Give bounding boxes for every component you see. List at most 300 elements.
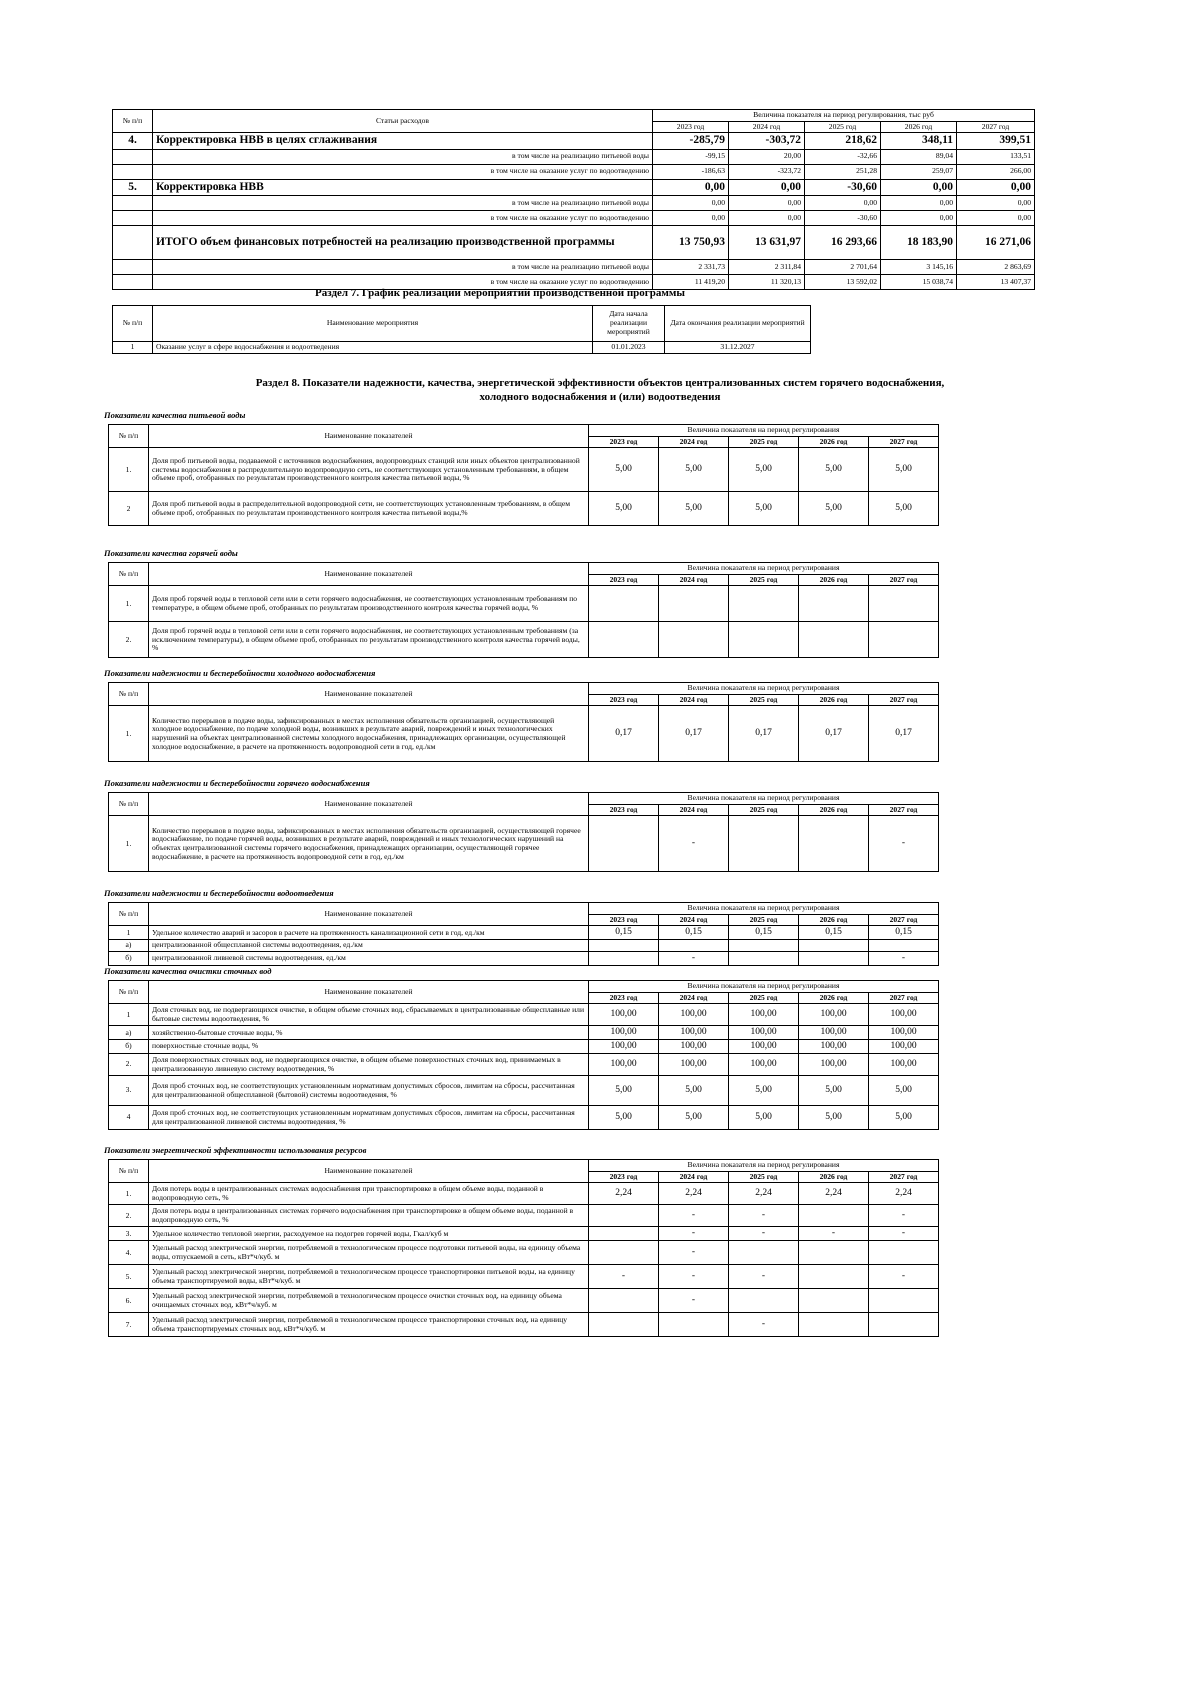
row-value: 18 183,90 [881, 225, 957, 259]
row-value: 100,00 [589, 1004, 659, 1026]
row-value: -99,15 [653, 149, 729, 164]
row-num: 2. [109, 1054, 149, 1076]
row-label: Доля потерь воды в централизованных системах горячего водоснабжения при транспортировке в общем объеме воды, поданной в водопроводную сеть, % [149, 1205, 589, 1227]
row-value: 348,11 [881, 133, 957, 149]
row-num: б) [109, 1040, 149, 1054]
table-row [109, 926, 939, 940]
row-num: а) [109, 1026, 149, 1040]
row-value: 5,00 [729, 1076, 799, 1106]
row-value: 0,15 [589, 926, 659, 940]
year-header-2: 2024 год [659, 804, 729, 816]
row-value: - [799, 1227, 869, 1241]
row-value [799, 586, 869, 622]
table-row [109, 1183, 939, 1205]
year-header-4: 2026 год [799, 1171, 869, 1183]
year-header-2: 2024 год [659, 1171, 729, 1183]
row-value: 251,28 [805, 164, 881, 179]
year-header-3: 2025 год [729, 574, 799, 586]
row-value [869, 586, 939, 622]
row-num: 1. [109, 448, 149, 492]
row-value: 100,00 [799, 1026, 869, 1040]
g6-caption: Показатели качества очистки сточных вод [104, 966, 272, 976]
table-row [113, 195, 1035, 210]
g6-table-block [108, 980, 939, 1130]
row-value: - [659, 816, 729, 872]
row-label: Удельный расход электрической энергии, потребляемой в технологическом процессе транспортировки питьевой воды, на единицу объема транспортируемой воды, кВт*ч/куб. м [149, 1265, 589, 1289]
row-value: 16 271,06 [957, 225, 1035, 259]
section-8-title-line2: холодного водоснабжения и (или) водоотведения [479, 391, 721, 403]
row-num [113, 225, 153, 259]
schedule-row-num: 1 [113, 342, 153, 354]
row-value: 2,24 [799, 1183, 869, 1205]
row-value: 89,04 [881, 149, 957, 164]
row-label: хозяйственно-бытовые сточные воды, % [149, 1026, 589, 1040]
row-label: Доля проб сточных вод, не соответствующих установленным нормативам допустимых сбросов, лимитам на сбросы, рассчитанная для централизованной ливневой системы водоотведения, % [149, 1106, 589, 1130]
row-value: 0,17 [659, 706, 729, 762]
row-num: 2. [109, 622, 149, 658]
row-value: 0,00 [729, 210, 805, 225]
row-label: поверхностные сточные воды, % [149, 1040, 589, 1054]
row-value [799, 1289, 869, 1313]
year-header-1: 2023 год [589, 574, 659, 586]
g2-table [108, 562, 939, 658]
g4-table-block [108, 792, 939, 872]
row-value: 13 407,37 [957, 274, 1035, 289]
table-row [109, 622, 939, 658]
row-value: - [589, 1265, 659, 1289]
g1-table [108, 424, 939, 526]
col-group-header: Величина показателя на период регулирования [589, 981, 939, 993]
row-num: 1 [109, 926, 149, 940]
row-value: 100,00 [799, 1040, 869, 1054]
g2-caption: Показатели качества горячей воды [104, 548, 238, 558]
row-value: 5,00 [799, 492, 869, 526]
row-value [799, 1313, 869, 1337]
table-row [109, 492, 939, 526]
row-value: - [869, 1265, 939, 1289]
row-value [589, 1241, 659, 1265]
col-num-header: № п/п [109, 683, 149, 706]
row-value: 0,00 [957, 210, 1035, 225]
row-value: 0,17 [729, 706, 799, 762]
year-header-4: 2026 год [799, 574, 869, 586]
row-value: 100,00 [729, 1040, 799, 1054]
year-header-3: 2025 год [805, 121, 881, 133]
col-item-header: Статьи расходов [153, 110, 653, 133]
row-value [869, 1241, 939, 1265]
row-value [869, 1289, 939, 1313]
col-name-header: Наименование показателей [149, 903, 589, 926]
schedule-table [112, 305, 811, 354]
row-label: Количество перерывов в подаче воды, зафиксированных в местах исполнения обязательств организацией, осуществляющей горячее водоснабжение, по подаче горячей воды, возникших в результате аварий, повреждений и иных технологических нарушений на объектах централизованной системы горячего водоснабжения, принадлежащих организации, осуществляющей горячее водоснабжение, в расчете на протяженность водопроводной сети в год, ед./км [149, 816, 589, 872]
row-value [729, 952, 799, 966]
row-num: 4 [109, 1106, 149, 1130]
year-header-1: 2023 год [653, 121, 729, 133]
row-value [729, 622, 799, 658]
row-num [113, 164, 153, 179]
row-label: Доля проб питьевой воды, подаваемой с источников водоснабжения, водопроводных станций или иных объектов централизованной системы водоснабжения в распределительную водопроводную сеть, не соответствующих установленным требованиям, в общем объеме проб, отобранных по результатам производственного контроля качества питьевой воды, % [149, 448, 589, 492]
row-value [869, 940, 939, 952]
year-header-3: 2025 год [729, 1171, 799, 1183]
schedule-row-end: 31.12.2027 [665, 342, 811, 354]
g1-table-block [108, 424, 939, 526]
row-value [799, 622, 869, 658]
section-7-title: Раздел 7. График реализации мероприятий производственной программы [315, 287, 685, 299]
row-value: 2,24 [659, 1183, 729, 1205]
col-num-header: № п/п [109, 425, 149, 448]
table-row [113, 259, 1035, 274]
row-value: 2,24 [869, 1183, 939, 1205]
row-value: -30,60 [805, 179, 881, 195]
row-value: 100,00 [659, 1054, 729, 1076]
row-value: 0,15 [659, 926, 729, 940]
row-value: 100,00 [869, 1054, 939, 1076]
row-value: 5,00 [799, 1106, 869, 1130]
table-row [113, 225, 1035, 259]
year-header-1: 2023 год [589, 914, 659, 926]
year-header-2: 2024 год [659, 574, 729, 586]
row-num: 6. [109, 1289, 149, 1313]
g3-table [108, 682, 939, 762]
row-value: 0,00 [653, 179, 729, 195]
g5-table-block [108, 902, 939, 966]
row-value: 5,00 [729, 492, 799, 526]
row-value: 100,00 [589, 1054, 659, 1076]
row-label: Удельное количество аварий и засоров в расчете на протяженность канализационной сети в год, ед./км [149, 926, 589, 940]
row-num: 4. [109, 1241, 149, 1265]
row-value [799, 1205, 869, 1227]
table-row [109, 816, 939, 872]
row-label: в том числе на реализацию питьевой воды [153, 149, 653, 164]
year-header-2: 2024 год [659, 992, 729, 1004]
row-value: 5,00 [729, 448, 799, 492]
row-label: Удельное количество тепловой энергии, расходуемое на подогрев горячей воды, Гкал/куб м [149, 1227, 589, 1241]
row-value: 133,51 [957, 149, 1035, 164]
year-header-3: 2025 год [729, 992, 799, 1004]
row-value: 0,00 [729, 179, 805, 195]
row-value: 20,00 [729, 149, 805, 164]
row-value: 2 863,69 [957, 259, 1035, 274]
row-value: 16 293,66 [805, 225, 881, 259]
row-value: 2,24 [589, 1183, 659, 1205]
col-num-header: № п/п [109, 793, 149, 816]
row-value: 0,00 [881, 210, 957, 225]
row-num: 2. [109, 1205, 149, 1227]
table-row [109, 1040, 939, 1054]
row-value: 5,00 [589, 1106, 659, 1130]
finance-table [112, 109, 1035, 290]
col-num-header: № п/п [113, 110, 153, 133]
row-value: 0,17 [869, 706, 939, 762]
year-header-2: 2024 год [659, 436, 729, 448]
row-label: Удельный расход электрической энергии, потребляемой в технологическом процессе транспортировки сточных вод, на единицу объема транспортируемых сточных вод, кВт*ч/куб. м [149, 1313, 589, 1337]
year-header-1: 2023 год [589, 804, 659, 816]
g5-table [108, 902, 939, 966]
finance-table-block [112, 109, 1035, 290]
row-value: 13 592,02 [805, 274, 881, 289]
row-value [659, 1313, 729, 1337]
row-value: - [729, 1313, 799, 1337]
row-num: 2 [109, 492, 149, 526]
table-row [113, 149, 1035, 164]
row-value [589, 952, 659, 966]
year-header-5: 2027 год [869, 694, 939, 706]
row-value: 100,00 [729, 1054, 799, 1076]
year-header-5: 2027 год [869, 914, 939, 926]
g1-caption: Показатели качества питьевой воды [104, 410, 246, 420]
year-header-5: 2027 год [957, 121, 1035, 133]
table-row [113, 210, 1035, 225]
col-group-header: Величина показателя на период регулирования [589, 793, 939, 805]
row-value: 0,00 [881, 195, 957, 210]
table-row [109, 1004, 939, 1026]
row-value [799, 1241, 869, 1265]
row-value: 266,00 [957, 164, 1035, 179]
row-num: 3. [109, 1076, 149, 1106]
row-num [113, 195, 153, 210]
row-value: 0,00 [957, 179, 1035, 195]
row-label: Доля проб питьевой воды в распределительной водопроводной сети, не соответствующих установленным требованиям, в общем объеме проб, отобранных по результатам производственного контроля качества питьевой воды,% [149, 492, 589, 526]
row-num: 1. [109, 586, 149, 622]
row-value: -30,60 [805, 210, 881, 225]
row-value [659, 586, 729, 622]
row-label: в том числе на реализацию питьевой воды [153, 259, 653, 274]
schedule-table-block [112, 305, 811, 354]
row-value: 2 701,64 [805, 259, 881, 274]
row-label: Удельный расход электрической энергии, потребляемой в технологическом процессе очистки сточных вод, на единицу объема очищаемых сточных вод, кВт*ч/куб. м [149, 1289, 589, 1313]
table-row [109, 1241, 939, 1265]
row-value: -323,72 [729, 164, 805, 179]
table-row [109, 1289, 939, 1313]
row-value: - [869, 1205, 939, 1227]
year-header-1: 2023 год [589, 992, 659, 1004]
row-value: 5,00 [659, 1106, 729, 1130]
row-value [589, 940, 659, 952]
row-value: 5,00 [589, 448, 659, 492]
row-num [113, 210, 153, 225]
row-value: 2,24 [729, 1183, 799, 1205]
row-value: - [729, 1265, 799, 1289]
col-name-header: Наименование показателей [149, 793, 589, 816]
row-value: - [729, 1227, 799, 1241]
row-value [729, 1289, 799, 1313]
col-name-header: Наименование показателей [149, 683, 589, 706]
row-value: -285,79 [653, 133, 729, 149]
row-value: 2 331,73 [653, 259, 729, 274]
row-value: 100,00 [799, 1004, 869, 1026]
row-value: 5,00 [589, 1076, 659, 1106]
col-group-header: Величина показателя на период регулирования [589, 1160, 939, 1172]
row-value: 100,00 [659, 1004, 729, 1026]
row-value: -32,66 [805, 149, 881, 164]
row-value: 11 320,13 [729, 274, 805, 289]
table-row [109, 706, 939, 762]
row-value: 100,00 [729, 1026, 799, 1040]
year-header-3: 2025 год [729, 694, 799, 706]
row-value: - [659, 1289, 729, 1313]
col-num-header: № п/п [109, 563, 149, 586]
row-value: 5,00 [799, 1076, 869, 1106]
row-value: 5,00 [799, 448, 869, 492]
row-value [589, 1227, 659, 1241]
row-value: -186,63 [653, 164, 729, 179]
col-num-header: № п/п [109, 1160, 149, 1183]
row-value: 100,00 [869, 1004, 939, 1026]
row-value: 100,00 [869, 1026, 939, 1040]
row-value [799, 940, 869, 952]
row-value: 0,17 [589, 706, 659, 762]
row-value [869, 622, 939, 658]
table-row [109, 1054, 939, 1076]
row-value: 0,17 [799, 706, 869, 762]
row-value: 5,00 [869, 492, 939, 526]
row-num: а) [109, 940, 149, 952]
row-value [589, 586, 659, 622]
row-value [799, 952, 869, 966]
row-value: 5,00 [659, 448, 729, 492]
row-label: в том числе на реализацию питьевой воды [153, 195, 653, 210]
year-header-3: 2025 год [729, 914, 799, 926]
row-value: 0,15 [799, 926, 869, 940]
row-value: 399,51 [957, 133, 1035, 149]
row-label: централизованной ливневой системы водоотведения, ед./км [149, 952, 589, 966]
row-value: - [659, 1227, 729, 1241]
year-header-5: 2027 год [869, 1171, 939, 1183]
table-row [113, 164, 1035, 179]
g3-caption: Показатели надежности и бесперебойности холодного водоснабжения [104, 668, 376, 678]
col-name-header: Наименование показателей [149, 425, 589, 448]
row-value: 0,15 [729, 926, 799, 940]
row-value: 100,00 [799, 1054, 869, 1076]
row-value: 5,00 [589, 492, 659, 526]
row-value: - [659, 952, 729, 966]
row-value: 0,00 [881, 179, 957, 195]
row-label: в том числе на оказание услуг по водоотведению [153, 164, 653, 179]
row-num: б) [109, 952, 149, 966]
row-num: 7. [109, 1313, 149, 1337]
row-value: 100,00 [589, 1026, 659, 1040]
row-value: 5,00 [869, 1106, 939, 1130]
row-label: Доля потерь воды в централизованных системах водоснабжения при транспортировке в общем объеме воды, поданной в водопроводную сеть, % [149, 1183, 589, 1205]
row-label: Доля сточных вод, не подвергающихся очистке, в общем объеме сточных вод, сбрасываемых в централизованные общесплавные или бытовые системы водоотведения, % [149, 1004, 589, 1026]
row-value [589, 1289, 659, 1313]
year-header-2: 2024 год [659, 914, 729, 926]
table-row [109, 940, 939, 952]
row-value: 11 419,20 [653, 274, 729, 289]
row-num [113, 149, 153, 164]
row-value: - [869, 952, 939, 966]
year-header-1: 2023 год [589, 436, 659, 448]
row-value: 100,00 [659, 1040, 729, 1054]
g4-table [108, 792, 939, 872]
row-value: 5,00 [869, 448, 939, 492]
row-num: 1 [109, 1004, 149, 1026]
row-num: 5. [113, 179, 153, 195]
table-row [109, 952, 939, 966]
row-label: в том числе на оказание услуг по водоотведению [153, 274, 653, 289]
row-value: 0,00 [653, 195, 729, 210]
table-row [109, 586, 939, 622]
g7-caption: Показатели энергетической эффективности использования ресурсов [104, 1145, 367, 1155]
g5-caption: Показатели надежности и бесперебойности водоотведения [104, 888, 334, 898]
table-row [109, 1265, 939, 1289]
year-header-5: 2027 год [869, 574, 939, 586]
row-value: 218,62 [805, 133, 881, 149]
row-value: 100,00 [589, 1040, 659, 1054]
col-group-header: Величина показателя на период регулирования [589, 903, 939, 915]
row-value: - [729, 1205, 799, 1227]
row-value [589, 1205, 659, 1227]
col-group-header: Величина показателя на период регулирования [589, 563, 939, 575]
year-header-1: 2023 год [589, 1171, 659, 1183]
schedule-num-header: № п/п [113, 306, 153, 342]
row-value: 0,00 [729, 195, 805, 210]
year-header-4: 2026 год [799, 436, 869, 448]
row-value [659, 940, 729, 952]
row-value: 2 311,84 [729, 259, 805, 274]
row-value: 5,00 [659, 1076, 729, 1106]
year-header-5: 2027 год [869, 436, 939, 448]
table-row [113, 179, 1035, 195]
section-8-title-line1: Раздел 8. Показатели надежности, качества, энергетической эффективности объектов централизованных систем горячего водоснабжения, [255, 377, 945, 389]
year-header-4: 2026 год [799, 914, 869, 926]
g2-table-block [108, 562, 939, 658]
row-value [729, 586, 799, 622]
table-row [109, 448, 939, 492]
row-value [589, 816, 659, 872]
row-value [589, 1313, 659, 1337]
row-value: 100,00 [869, 1040, 939, 1054]
year-header-4: 2026 год [881, 121, 957, 133]
row-value: - [659, 1265, 729, 1289]
row-num: 1. [109, 816, 149, 872]
year-header-4: 2026 год [799, 694, 869, 706]
row-label: Корректировка НВВ в целях сглаживания [153, 133, 653, 149]
row-value [729, 1241, 799, 1265]
table-row [109, 1026, 939, 1040]
row-label: Доля проб горячей воды в тепловой сети или в сети горячего водоснабжения, не соответствующих установленным требованиям (за исключением температуры), в общем объеме проб, отобранных по результатам производственного контроля качества горячей воды, % [149, 622, 589, 658]
row-value [729, 940, 799, 952]
table-row [109, 1227, 939, 1241]
g6-table [108, 980, 939, 1130]
row-value [729, 816, 799, 872]
schedule-row-name: Оказание услуг в сфере водоснабжения и водоотведения [153, 342, 593, 354]
table-row [109, 1106, 939, 1130]
col-num-header: № п/п [109, 903, 149, 926]
year-header-2: 2024 год [659, 694, 729, 706]
row-value: 13 750,93 [653, 225, 729, 259]
row-label: Количество перерывов в подаче воды, зафиксированных в местах исполнения обязательств организацией, осуществляющей холодное водоснабжение, по подаче холодной воды, возникших в результате аварий, повреждений и иных технологических нарушений на объектах централизованной системы холодного водоснабжения, принадлежащих организации, осуществляющей холодное водоснабжение, в расчете на протяженность водопроводной сети в год, ед./км [149, 706, 589, 762]
row-value: 5,00 [869, 1076, 939, 1106]
year-header-3: 2025 год [729, 436, 799, 448]
row-value: - [659, 1241, 729, 1265]
row-value [799, 1265, 869, 1289]
col-group-header: Величина показателя на период регулирования [589, 683, 939, 695]
schedule-end-header: Дата окончания реализации мероприятий [665, 306, 811, 342]
row-num: 1. [109, 706, 149, 762]
row-value: 100,00 [729, 1004, 799, 1026]
row-value: 5,00 [729, 1106, 799, 1130]
row-value: - [869, 1227, 939, 1241]
row-label: Удельный расход электрической энергии, потребляемой в технологическом процессе подготовки питьевой воды, на единицу объема воды, отпускаемой в сеть, кВт*ч/куб. м [149, 1241, 589, 1265]
row-value: 259,07 [881, 164, 957, 179]
row-num: 5. [109, 1265, 149, 1289]
col-group-header: Величина показателя на период регулирования, тыс руб [653, 110, 1035, 122]
col-name-header: Наименование показателей [149, 1160, 589, 1183]
row-value: 0,00 [653, 210, 729, 225]
year-header-4: 2026 год [799, 804, 869, 816]
year-header-3: 2025 год [729, 804, 799, 816]
